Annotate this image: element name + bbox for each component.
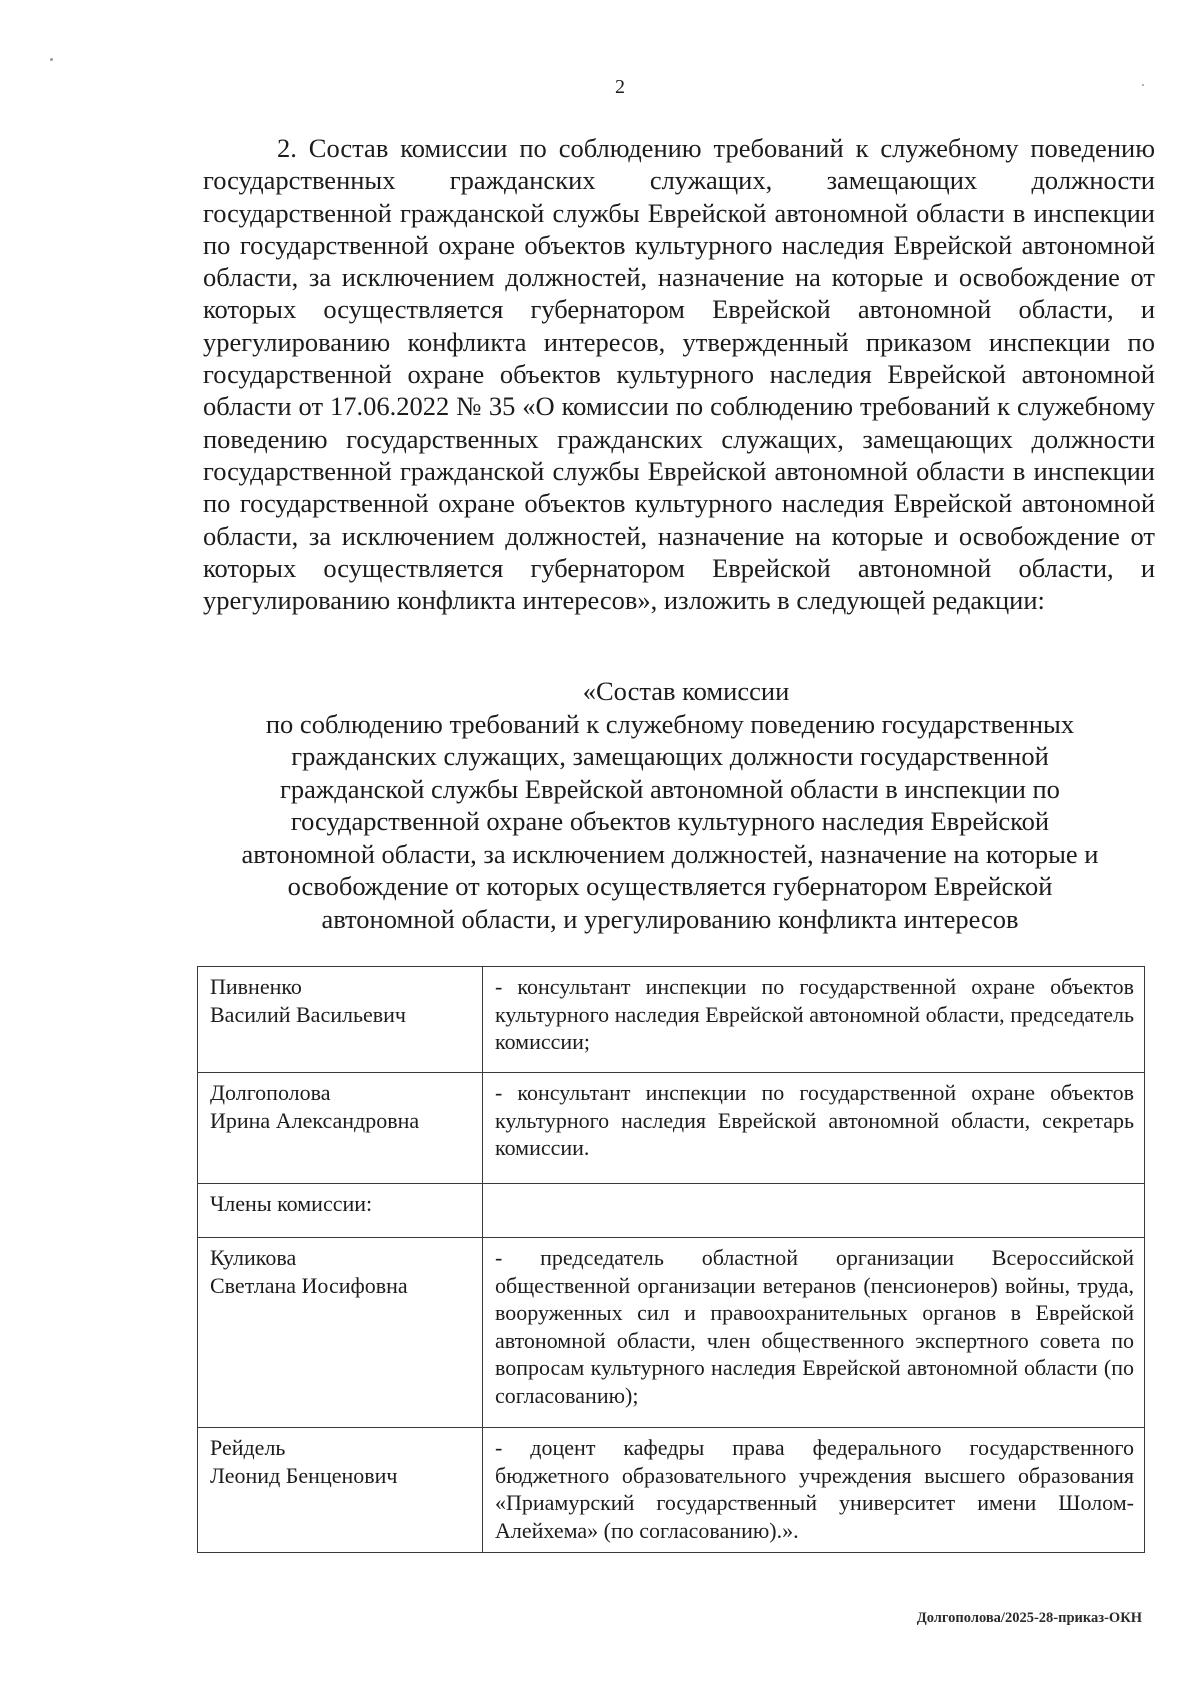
member-description: - председатель областной организации Всероссийской общественной организации ветеранов (пенсионеров) войны, труда, вооруженных сил и правоохранительных органов в Еврейской автономной области, член общественного экспертного совета по вопросам культурного наследия Еврейской автономной области (по согласованию); [483, 1238, 1145, 1428]
member-description: - доцент кафедры права федерального государственного бюджетного образовательного учреждения высшего образования «Приамурский государственный университет имени Шолом-Алейхема» (по согласованию).». [483, 1428, 1145, 1553]
member-surname: Пивненко [210, 974, 302, 999]
member-given-names: Светлана Иосифовна [210, 1272, 408, 1298]
composition-title-line: гражданской службы Еврейской автономной области в инспекции по [280, 773, 1060, 804]
page-number: 2 [615, 76, 625, 98]
composition-title [200, 675, 1140, 935]
member-surname: Долгополова [210, 1080, 331, 1105]
composition-title-line: автономной области, за исключением должностей, назначение на которые и [241, 838, 1099, 869]
member-name-cell [198, 1428, 483, 1553]
composition-title-line: освобождение от которых осуществляется губернатором Еврейской [287, 871, 1053, 901]
composition-title-line: «Состав комиссии [582, 676, 790, 706]
table-row [198, 967, 1145, 1073]
scan-speck [50, 58, 53, 61]
member-given-names: Ирина Александровна [210, 1107, 420, 1133]
members-section-label: Члены комиссии: [198, 1184, 483, 1238]
member-description: - консультант инспекции по государственной охране объектов культурного наследия Еврейской автономной области, секретарь комиссии. [483, 1073, 1145, 1184]
composition-title-line: государственной охране объектов культурного наследия Еврейской [290, 806, 1050, 836]
composition-title-line: гражданских служащих, замещающих должности государственной [291, 741, 1049, 771]
member-description [483, 1184, 1145, 1238]
document-reference-footer: Долгополова/2025-28-приказ-ОКН [916, 1610, 1142, 1626]
member-surname: Рейдель [210, 1435, 286, 1460]
member-name-cell [198, 1073, 483, 1184]
member-given-names: Василий Васильевич [210, 1001, 406, 1027]
table-row [198, 1428, 1145, 1553]
composition-title-line: автономной области, и урегулированию конфликта интересов [321, 903, 1019, 934]
table-row [198, 1238, 1145, 1428]
member-name-cell [198, 967, 483, 1073]
table-row [198, 1073, 1145, 1184]
member-given-names: Леонид Бенценович [210, 1462, 398, 1488]
member-surname: Куликова [210, 1245, 297, 1270]
table-row [198, 1184, 1145, 1238]
composition-title-line: по соблюдению требований к служебному поведению государственных [265, 708, 1075, 739]
commission-members-table [197, 966, 1145, 1553]
member-name-cell [198, 1238, 483, 1428]
member-description: - консультант инспекции по государственной охране объектов культурного наследия Еврейской автономной области, председатель комиссии; [483, 967, 1145, 1073]
body-paragraph: 2. Состав комиссии по соблюдению требований к служебному поведению государственных гражданских служащих, замещающих должности государственной гражданской службы Еврейской автономной области в инспекции по государственной охране объектов культурного наследия Еврейской автономной области, за исключением должностей, назначение на которые и освобождение от которых осуществляется губернатором Еврейской автономной области, и урегулированию конфликта интересов, утвержденный приказом инспекции по государственной охране объектов культурного наследия Еврейской автономной области от 17.06.2022 № 35 «О комиссии по соблюдению требований к служебному поведению государственных гражданских служащих, замещающих должности государственной гражданской службы Еврейской автономной области в инспекции по государственной охране объектов культурного наследия Еврейской автономной области, за исключением должностей, назначение на которые и освобождение от которых осуществляется губернатором Еврейской автономной области, и урегулированию конфликта интересов», изложить в следующей редакции: [203, 133, 1155, 616]
